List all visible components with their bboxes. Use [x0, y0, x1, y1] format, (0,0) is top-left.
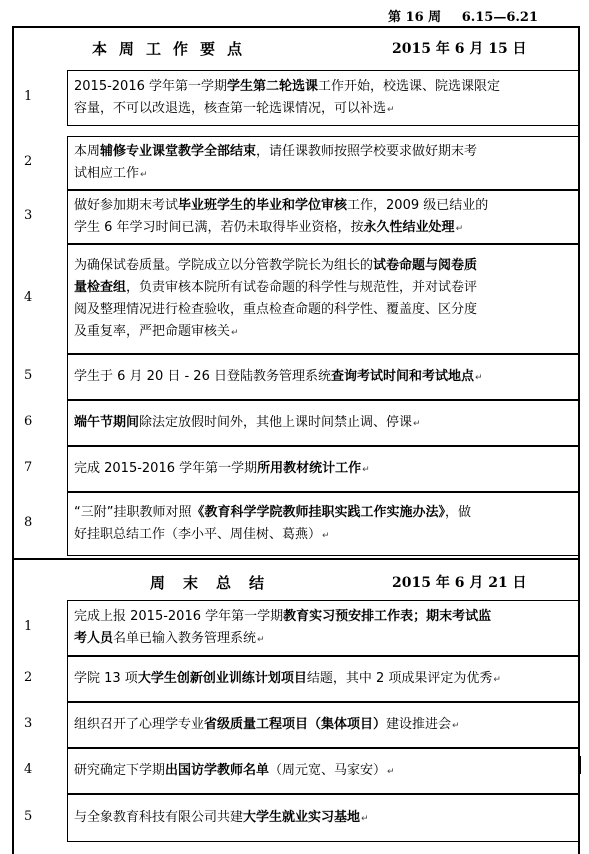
week-label: 第 16 周 [388, 10, 442, 25]
text-line [74, 255, 574, 277]
plan-row-number: 6 [24, 414, 33, 429]
body-text: 与全象教育科技有限公司共建 [74, 810, 244, 825]
emphasis-text: 学生第二轮选课 [227, 79, 319, 94]
text-line [74, 458, 574, 481]
plan-row-number: 8 [24, 515, 33, 530]
body-text: 2015-2016 学年第一学期 [74, 79, 227, 94]
body-text: 结题，其中 2 项成果评定为优秀 [306, 671, 493, 686]
emphasis-text: 查询考试时间和考试地点 [330, 369, 474, 384]
body-text: 完成 2015-2016 学年第一学期 [74, 461, 258, 476]
body-text: ，做 [445, 505, 472, 520]
body-text: 阅及整理情况进行检查验收，重点检查命题的科学性、覆盖度、区分度 [74, 302, 478, 317]
emphasis-text: 量检查组 [74, 280, 127, 295]
body-text: 研究确定下学期 [74, 763, 166, 778]
text-line [74, 502, 574, 524]
summary-row-text [74, 760, 574, 783]
plan-row-number: 7 [24, 460, 33, 475]
emphasis-text: 教育实习预安排工作表；期末考试监 [283, 609, 492, 624]
plan-row-number: 5 [24, 368, 33, 383]
summary-row-number: 4 [24, 762, 33, 777]
summary-row-text [74, 606, 574, 651]
text-line [74, 217, 574, 240]
text-line [74, 299, 574, 321]
body-text: 除法定放假时间外，其他上课时间禁止调、停课 [139, 415, 413, 430]
paragraph-mark-icon: ↵ [140, 170, 148, 180]
body-text: 组织召开了心理学专业 [74, 717, 205, 732]
text-line [74, 98, 574, 121]
plan-row-number: 1 [24, 89, 33, 104]
emphasis-text: 永久性结业处理 [363, 220, 455, 235]
emphasis-text: 出国访学教师名单 [165, 763, 270, 778]
text-line [74, 366, 574, 389]
plan-section-date: 2015 年 6 月 15 日 [392, 41, 527, 57]
week-header [388, 6, 538, 25]
text-line [74, 195, 574, 217]
paragraph-mark-icon: ↵ [257, 635, 265, 645]
week-dates: 6.15—6.21 [461, 10, 539, 25]
emphasis-text: 所用教材统计工作 [257, 461, 362, 476]
plan-row-number: 3 [24, 208, 33, 223]
text-line [74, 714, 574, 737]
text-line [74, 760, 574, 783]
emphasis-text: 《教育科学学院教师挂职实践工作实施办法》 [191, 505, 445, 520]
emphasis-text: 省级质量工程项目（集体项目） [204, 717, 387, 732]
emphasis-text: 端午节期间 [74, 415, 140, 430]
paragraph-mark-icon: ↵ [493, 675, 501, 685]
summary-row-number: 1 [24, 619, 33, 634]
paragraph-mark-icon: ↵ [361, 814, 369, 824]
paragraph-mark-icon: ↵ [455, 224, 464, 234]
paragraph-mark-icon: ↵ [322, 531, 330, 541]
body-text: 学院 13 项 [74, 671, 138, 686]
summary-row-text [74, 807, 574, 830]
text-line [74, 807, 574, 830]
body-text: 及重复率，严把命题审核关 [74, 324, 231, 339]
body-text: 建设推进会 [386, 717, 452, 732]
paragraph-mark-icon: ↵ [387, 105, 395, 115]
plan-row-number: 4 [24, 290, 33, 305]
emphasis-text: 大学生就业实习基地 [243, 810, 361, 825]
plan-section-title: 本周工作要点 [92, 40, 255, 58]
body-text: 做好参加期末考试 [74, 198, 179, 213]
plan-row-text [74, 255, 574, 344]
summary-row-text [74, 714, 574, 737]
table-top-border [12, 26, 580, 28]
body-text: 为确保试卷质量。学院成立以分管教学院长为组长的 [74, 258, 374, 273]
plan-row-number: 2 [24, 154, 33, 169]
summary-row-text [74, 668, 574, 691]
body-text: 学生 6 年学习时间已满，若仍未取得毕业资格，按 [74, 220, 364, 235]
summary-row-number: 5 [24, 809, 33, 824]
body-text: 名单已输入教务管理系统 [113, 631, 257, 646]
body-text: ，请任课教师按照学校要求做好期末考 [256, 144, 478, 159]
body-text: 好挂职总结工作（李小平、周佳树、葛燕） [74, 527, 322, 542]
paragraph-mark-icon: ↵ [475, 373, 483, 383]
plan-row-text [74, 412, 574, 435]
emphasis-text: 考人员 [74, 631, 114, 646]
text-line [74, 668, 574, 691]
plan-row-text [74, 141, 574, 186]
body-text: 容量，不可以改退选，核查第一轮选课情况，可以补选 [74, 101, 387, 116]
body-text: “三附”挂职教师对照 [74, 505, 192, 520]
text-cursor [580, 756, 581, 774]
plan-row-text [74, 502, 574, 547]
body-text: 试相应工作 [74, 166, 140, 181]
body-text: 工作开始，校选课、院选课限定 [318, 79, 501, 94]
text-line [74, 277, 574, 299]
body-text: 工作，2009 级已结业的 [347, 198, 489, 213]
paragraph-mark-icon: ↵ [452, 721, 460, 731]
text-line [74, 628, 574, 651]
paragraph-mark-icon: ↵ [362, 465, 370, 475]
emphasis-text: 大学生创新创业训练计划项目 [137, 671, 307, 686]
paragraph-mark-icon: ↵ [413, 419, 421, 429]
text-line [74, 606, 574, 628]
summary-section-date: 2015 年 6 月 21 日 [392, 575, 527, 591]
paragraph-mark-icon: ↵ [231, 328, 239, 338]
text-line [74, 524, 574, 547]
body-text: 学生于 6 月 20 日 - 26 日登陆教务管理系统 [74, 369, 331, 384]
text-line [74, 321, 574, 344]
emphasis-text: 毕业班学生的毕业和学位审核 [178, 198, 348, 213]
summary-section-border [12, 558, 580, 560]
body-text: 完成上报 2015-2016 学年第一学期 [74, 609, 284, 624]
text-line [74, 412, 574, 435]
text-line [74, 163, 574, 186]
body-text: 本周 [74, 144, 101, 159]
body-text: （周元宽、马家安） [269, 763, 387, 778]
summary-section-title: 周末总结 [150, 574, 283, 592]
text-line [74, 76, 574, 98]
plan-row-text [74, 76, 574, 121]
plan-row-text [74, 195, 574, 240]
summary-row-number: 3 [24, 716, 33, 731]
emphasis-text: 试卷命题与阅卷质 [373, 258, 478, 273]
plan-row-text [74, 458, 574, 481]
summary-row-number: 2 [24, 670, 33, 685]
emphasis-text: 辅修专业课堂教学全部结束 [100, 144, 257, 159]
plan-row-text [74, 366, 574, 389]
body-text: ，负责审核本院所有试卷命题的科学性与规范性，并对试卷评 [126, 280, 478, 295]
paragraph-mark-icon: ↵ [387, 767, 395, 777]
text-line [74, 141, 574, 163]
